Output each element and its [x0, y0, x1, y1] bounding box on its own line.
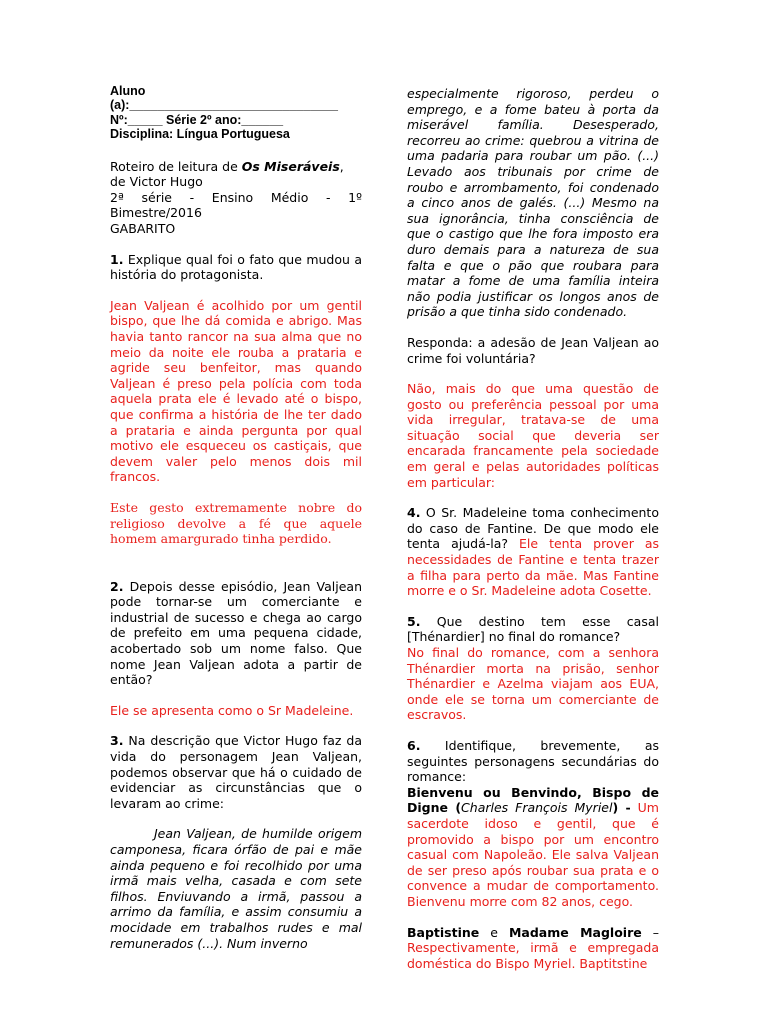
character-bienvenu: Bienvenu ou Benvindo, Bispo de Digne (Charles François Myriel) - Um sacerdote idoso e gentil, que é promovido a bispo por um encontro casual com Napoleão. Ele salva Valjean de ser preso após roubar sua prata e o convence a mudar de comportamento. Bienvenu morre com 82 anos, cego.	[407, 784, 659, 909]
quote-continuation: especialmente rigoroso, perdeu o emprego, e a fome bateu à porta da miserável família. Desesperado, recorreu ao crime: quebrou a vitrina de uma padaria para roubar um pão. (...) Levado aos tribunais por crime de roubo e arrombamento, foi condenado a cinco anos de galés. (...) Mesmo na sua ignorância, tinha consciência de que o castigo que lhe fora imposto era duro demais para a natureza de sua falta e que o pão que roubara para matar a fome de uma família inteira não podia justificar os longos anos de prisão a que tinha sido condenado.	[407, 86, 659, 320]
left-column	[110, 84, 362, 951]
question-3-prompt: Responda: a adesão de Jean Valjean ao crime foi voluntária?	[407, 334, 659, 366]
answer-text: Um sacerdote idoso e gentil, que é promovido a bispo por um encontro casual com Napoleão. Ele salva Valjean de ser preso após roubar sua prata e o convence a mudar de comportamento. Bienvenu morre com 82 anos, cego.	[407, 800, 659, 909]
question-1	[110, 252, 362, 547]
question-text: 1. Explique qual foi o fato que mudou a história do protagonista.	[110, 251, 362, 283]
book-title: Os Miseráveis	[241, 158, 340, 174]
question-3	[110, 733, 362, 951]
student-header	[110, 84, 362, 142]
student-name-field: (a):______________________________	[110, 98, 338, 113]
right-column	[407, 86, 659, 971]
grade-line: 2ª série - Ensino Médio - 1º Bimestre/2016	[110, 189, 362, 221]
answer-text: Ele se apresenta como o Sr Madeleine.	[110, 702, 354, 718]
reading-guide-title: Roteiro de leitura de Os Miseráveis, de Victor Hugo	[110, 158, 344, 190]
answer-text: Jean Valjean é acolhido por um gentil bispo, que lhe dá comida e abrigo. Mas havia tanto rancor na sua alma que no meio da noite ele rouba a prataria e agride seu benfeitor, mas quando Valjean é preso pela polícia com toda aquela prata ele é levado até o bispo, que confirma a história de lhe ter dado a prataria e ainda pergunta por qual motivo ele esqueceu os castiçais, que devem valer pelo menos dois mil francos.	[110, 297, 362, 485]
quote-text: Jean Valjean, de humilde origem camponesa, ficara órfão de pai e mãe ainda pequeno e foi recolhido por uma irmã mais velha, casada e com sete filhos. Enviuvando a irmã, passou a arrimo da família, e assim consumiu a mocidade em trabalhos rudes e mal remunerados (...). Num inverno	[110, 826, 362, 951]
intro-block	[110, 159, 362, 237]
character-baptistine: Baptistine e Madame Magloire – Respectivamente, irmã e empregada doméstica do Bispo Myriel. Baptitstine	[407, 924, 660, 971]
question-text: 5. Que destino tem esse casal [Thénardier] no final do romance?	[407, 613, 659, 645]
question-text: 4. O Sr. Madeleine toma conhecimento do caso de Fantine. De que modo ele tenta ajudá-la? Ele tenta prover as necessidades de Fantine e tenta trazer a filha para perto da mãe. Mas Fantine morre e o Sr. Madeleine adota Cosette.	[407, 505, 660, 599]
subject-line: Disciplina: Língua Portuguesa	[110, 127, 290, 142]
question-text: 2. Depois desse episódio, Jean Valjean pode tornar-se um comerciante e industrial de sucesso e chega ao cargo de prefeito em uma pequena cidade, acobertado sob um nome falso. Que nome Jean Valjean adota a partir de então?	[110, 578, 362, 688]
answer-text: Ele tenta prover as necessidades de Fantine e tenta trazer a filha para perto da mãe. Mas Fantine morre e o Sr. Madeleine adota Cosette.	[407, 536, 660, 599]
question-4	[407, 505, 659, 599]
question-text: 6. Identifique, brevemente, as seguintes personagens secundárias do romance:	[407, 737, 659, 785]
question-5	[407, 614, 659, 723]
answer-text: Não, mais do que uma questão de gosto ou preferência pessoal por uma vida irregular, tratava-se de uma situação social que deveria ser encarada francamente pela sociedade em geral e pelas autoridades políticas em particular:	[407, 381, 659, 490]
student-label: Aluno	[110, 84, 146, 98]
question-text: 3. Na descrição que Victor Hugo faz da vida do personagem Jean Valjean, podemos observar que há o cuidado de evidenciar as circunstâncias que o levaram ao crime:	[110, 733, 362, 811]
question-2	[110, 579, 362, 719]
gabarito-label: GABARITO	[110, 221, 176, 236]
number-grade-field: Nº:_____ Série 2º ano:______	[110, 112, 284, 127]
answer-text: Respectivamente, irmã e empregada doméstica do Bispo Myriel. Baptitstine	[407, 940, 659, 971]
answer-text: Este gesto extremamente nobre do religioso devolve a fé que aquele homem amargurado tinha perdido.	[110, 499, 362, 547]
answer-text: No final do romance, com a senhora Thénardier morta na prisão, senhor Thénardier e Azelma viajam aos EUA, onde ele se torna um comerciante de escravos.	[407, 645, 659, 723]
question-6	[407, 738, 659, 971]
